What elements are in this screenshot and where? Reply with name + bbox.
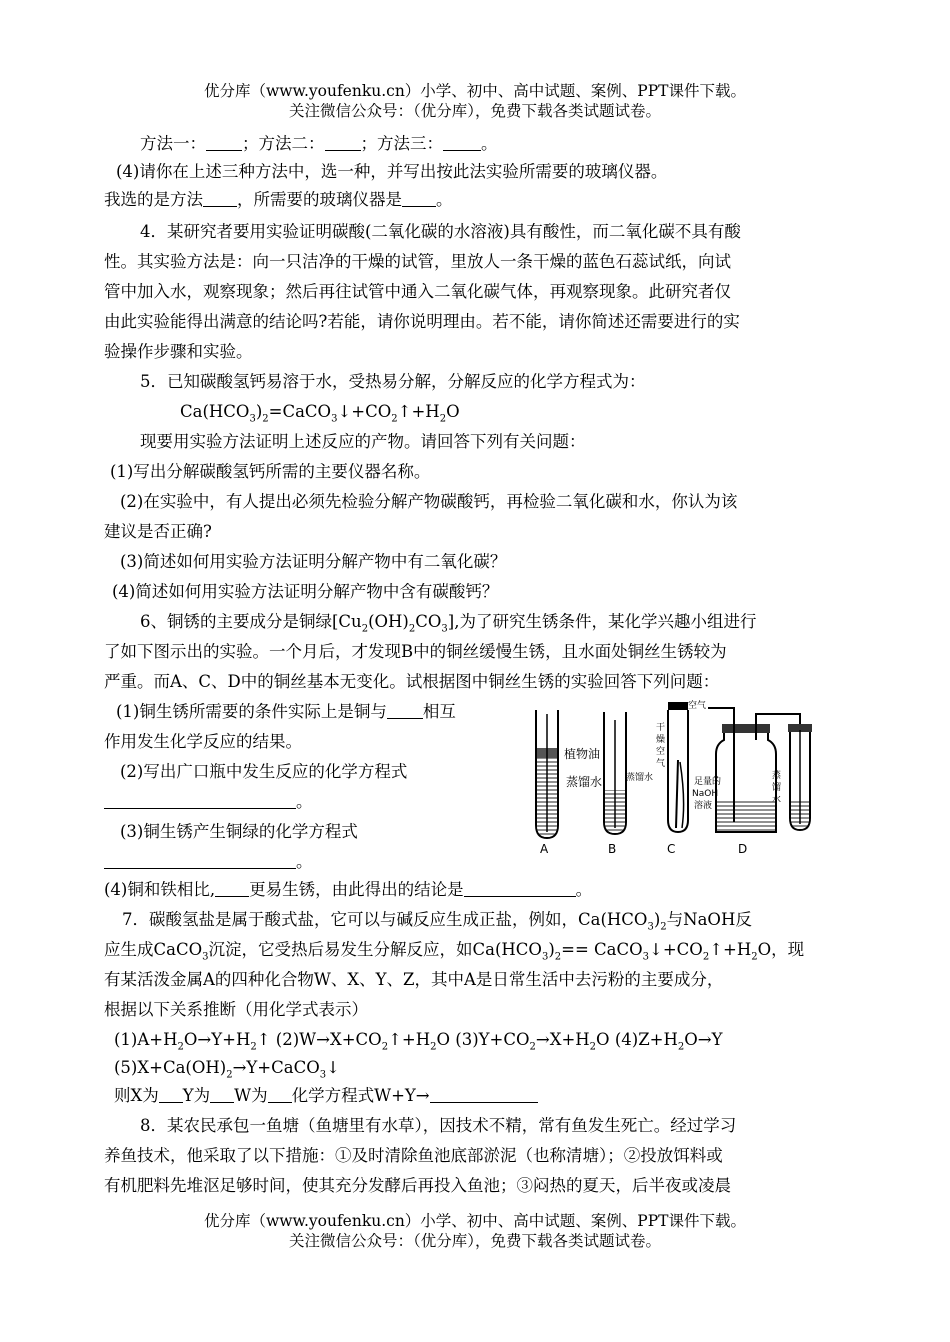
label-naoh-1: 足量的 xyxy=(694,777,722,787)
q3-method-1-label: 方法一： xyxy=(140,134,206,153)
blank xyxy=(159,1084,183,1103)
label-dry-2: 燥 xyxy=(656,735,666,745)
q4-line-3: 管中加入水，观察现象；然后再往试管中通入二氧化碳气体，再观察现象。此研究者仅 xyxy=(104,282,731,301)
q5-part-1: (1)写出分解碳酸氢钙所需的主要仪器名称。 xyxy=(110,462,431,481)
footer-line-2: 关注微信公众号：（优分库），免费下载各类试题试卷。 xyxy=(288,1232,661,1250)
blank xyxy=(464,878,576,897)
tube-d-water xyxy=(788,724,812,830)
label-water-d-1: 蒸 xyxy=(772,771,782,781)
q8-line-2: 养鱼技术，他采取了以下措施：①及时清除鱼池底部淤泥（也称清塘）；②投放饵料或 xyxy=(104,1146,723,1165)
blank xyxy=(387,700,423,719)
q3-method-2-label: ；方法二： xyxy=(242,134,325,153)
q7-line-4: 根据以下关系推断（用化学式表示） xyxy=(104,1000,368,1019)
q6-part-1: (1)铜生锈所需要的条件实际上是铜与 相互 xyxy=(116,702,456,721)
blank xyxy=(215,878,249,897)
q3-part-4: (4)请你在上述三种方法中，选一种，并写出按此法实验所需要的玻璃仪器。 xyxy=(116,162,668,181)
q6-part-3-answer: 。 xyxy=(104,848,313,876)
bottle-d xyxy=(708,708,800,832)
q5-part-4: (4)简述如何用实验方法证明分解产物中含有碳酸钙？ xyxy=(112,582,499,601)
blank xyxy=(430,1084,538,1103)
q6-line-2: 了如下图示出的实验。一个月后，才发现B中的铜丝缓慢生锈，且水面处铜丝生锈较为 xyxy=(104,642,727,661)
q5-equation: $Ca(HCO_3)_2=CaCO_3↓+CO_2↑+H_2O$ xyxy=(180,402,460,425)
q3-method-3-label: ；方法三： xyxy=(360,134,443,153)
q7-reactions-2: $(5)X+Ca(OH)_2\to Y+CaCO_3↓$ xyxy=(114,1058,340,1081)
label-water-b: 蒸馏水 xyxy=(626,773,654,783)
q5-intro: 5．已知碳酸氢钙易溶于水，受热易分解，分解反应的化学方程式为： xyxy=(140,372,646,391)
q7-line-1: 7．碳酸氢盐是属于酸式盐，它可以与碱反应生成正盐，例如，$Ca(HCO_3)_2$与NaOH反 xyxy=(122,910,752,933)
tube-c xyxy=(668,702,688,832)
copper-rust-experiment-figure xyxy=(528,700,850,856)
q3-p4-text-c: 。 xyxy=(436,190,453,209)
q3-methods-end: 。 xyxy=(481,134,498,153)
blank xyxy=(206,132,242,151)
q4-line-2: 性。其实验方法是：向一只洁净的干燥的试管，里放人一条干燥的蓝色石蕊试纸，向试 xyxy=(104,252,731,271)
tube-b xyxy=(604,712,626,834)
label-dry-3: 空 xyxy=(656,747,666,757)
label-water-a: 蒸馏水 xyxy=(566,775,603,789)
label-dry-1: 干 xyxy=(656,723,666,733)
label-water-d-3: 水 xyxy=(772,795,782,805)
q5-part-2-line-1: (2)在实验中，有人提出必须先检验分解产物碳酸钙，再检验二氧化碳和水，你认为该 xyxy=(120,492,738,511)
q4-line-4: 由此实验能得出满意的结论吗?若能，请你说明理由。若不能，请你简述还需要进行的实 xyxy=(104,312,740,331)
header-line-1: 优分库（www.youfenku.cn）小学、初中、高中试题、案例、PPT课件下载。 xyxy=(203,82,747,100)
q3-part-4-answer xyxy=(104,186,453,214)
blank xyxy=(203,188,237,207)
label-water-d-2: 馏 xyxy=(772,783,782,793)
header-line-2: 关注微信公众号：（优分库），免费下载各类试题试卷。 xyxy=(288,102,661,120)
q4-line-5: 验操作步骤和实验。 xyxy=(104,342,253,361)
q7-reactions-1: $(1)A+H_2O\to Y+H_2↑$ $(2)W\to X+CO_2↑+H_2O$ $(3)Y+CO_2\to X+H_2O$ $(4)Z+H_2O\to Y$ xyxy=(114,1030,723,1053)
label-b: B xyxy=(608,842,617,856)
q6-part-1-cont: 作用发生化学反应的结果。 xyxy=(104,732,302,751)
label-naoh-2: NaOH xyxy=(692,789,719,799)
tube-a xyxy=(536,710,558,838)
q6-part-4: (4)铜和铁相比, 更易生锈，由此得出的结论是 。 xyxy=(104,880,593,899)
q5-part-2-line-2: 建议是否正确? xyxy=(104,522,212,541)
blank xyxy=(210,1084,234,1103)
label-dry-4: 气 xyxy=(656,759,666,769)
q6-part-2-answer: 。 xyxy=(104,788,313,816)
blank xyxy=(402,188,436,207)
q8-line-3: 有机肥料先堆沤足够时间，使其充分发酵后再投入鱼池；③闷热的夏天，后半夜或凌晨 xyxy=(104,1176,731,1195)
q5-part-3: (3)简述如何用实验方法证明分解产物中有二氧化碳？ xyxy=(120,552,507,571)
q3-p4-text-b: ，所需要的玻璃仪器是 xyxy=(237,190,402,209)
label-d: D xyxy=(738,842,748,856)
q8-line-1: 8．某农民承包一鱼塘（鱼塘里有水草），因技术不精，常有鱼发生死亡。经过学习 xyxy=(140,1116,737,1135)
q6-part-3: (3)铜生锈产生铜绿的化学方程式 xyxy=(120,822,358,841)
label-c: C xyxy=(667,842,676,856)
footer-line-1: 优分库（www.youfenku.cn）小学、初中、高中试题、案例、PPT课件下载。 xyxy=(203,1212,747,1230)
q7-line-2: 应生成CaCO$_3$沉淀，它受热后易发生分解反应，如$Ca(HCO_3)_2==$ $CaCO_3↓+CO_2↑+H_2O$，现 xyxy=(104,940,805,963)
q4-line-1: 4．某研究者要用实验证明碳酸(二氧化碳的水溶液)具有酸性，而二氧化碳不具有酸 xyxy=(140,222,741,241)
label-a: A xyxy=(540,842,549,856)
q7-line-3: 有某活泼金属A的四种化合物W、X、Y、Z，其中A是日常生活中去污粉的主要成分， xyxy=(104,970,724,989)
blank xyxy=(104,790,296,809)
label-oil: 植物油 xyxy=(564,747,601,761)
q6-part-2: (2)写出广口瓶中发生反应的化学方程式 xyxy=(120,762,408,781)
q5-ask: 现要用实验方法证明上述反应的产物。请回答下列有关问题： xyxy=(140,432,586,451)
q3-methods xyxy=(140,130,498,158)
q7-answer: 则X为 Y为 W为 化学方程式W+Y→ xyxy=(114,1082,538,1110)
blank xyxy=(325,132,361,151)
blank xyxy=(268,1084,292,1103)
q3-p4-text-a: 我选的是方法 xyxy=(104,190,203,209)
blank xyxy=(443,132,481,151)
label-naoh-3: 溶液 xyxy=(694,801,713,811)
q6-line-3: 严重。而A、C、D中的铜丝基本无变化。试根据图中铜丝生锈的实验回答下列问题： xyxy=(104,672,720,691)
blank xyxy=(104,850,296,869)
label-air: 空气 xyxy=(688,701,707,711)
q6-line-1: 6、铜锈的主要成分是铜绿$[Cu_2(OH)_2CO_3]$,为了研究生锈条件，某化学兴趣小组进行 xyxy=(140,612,757,635)
